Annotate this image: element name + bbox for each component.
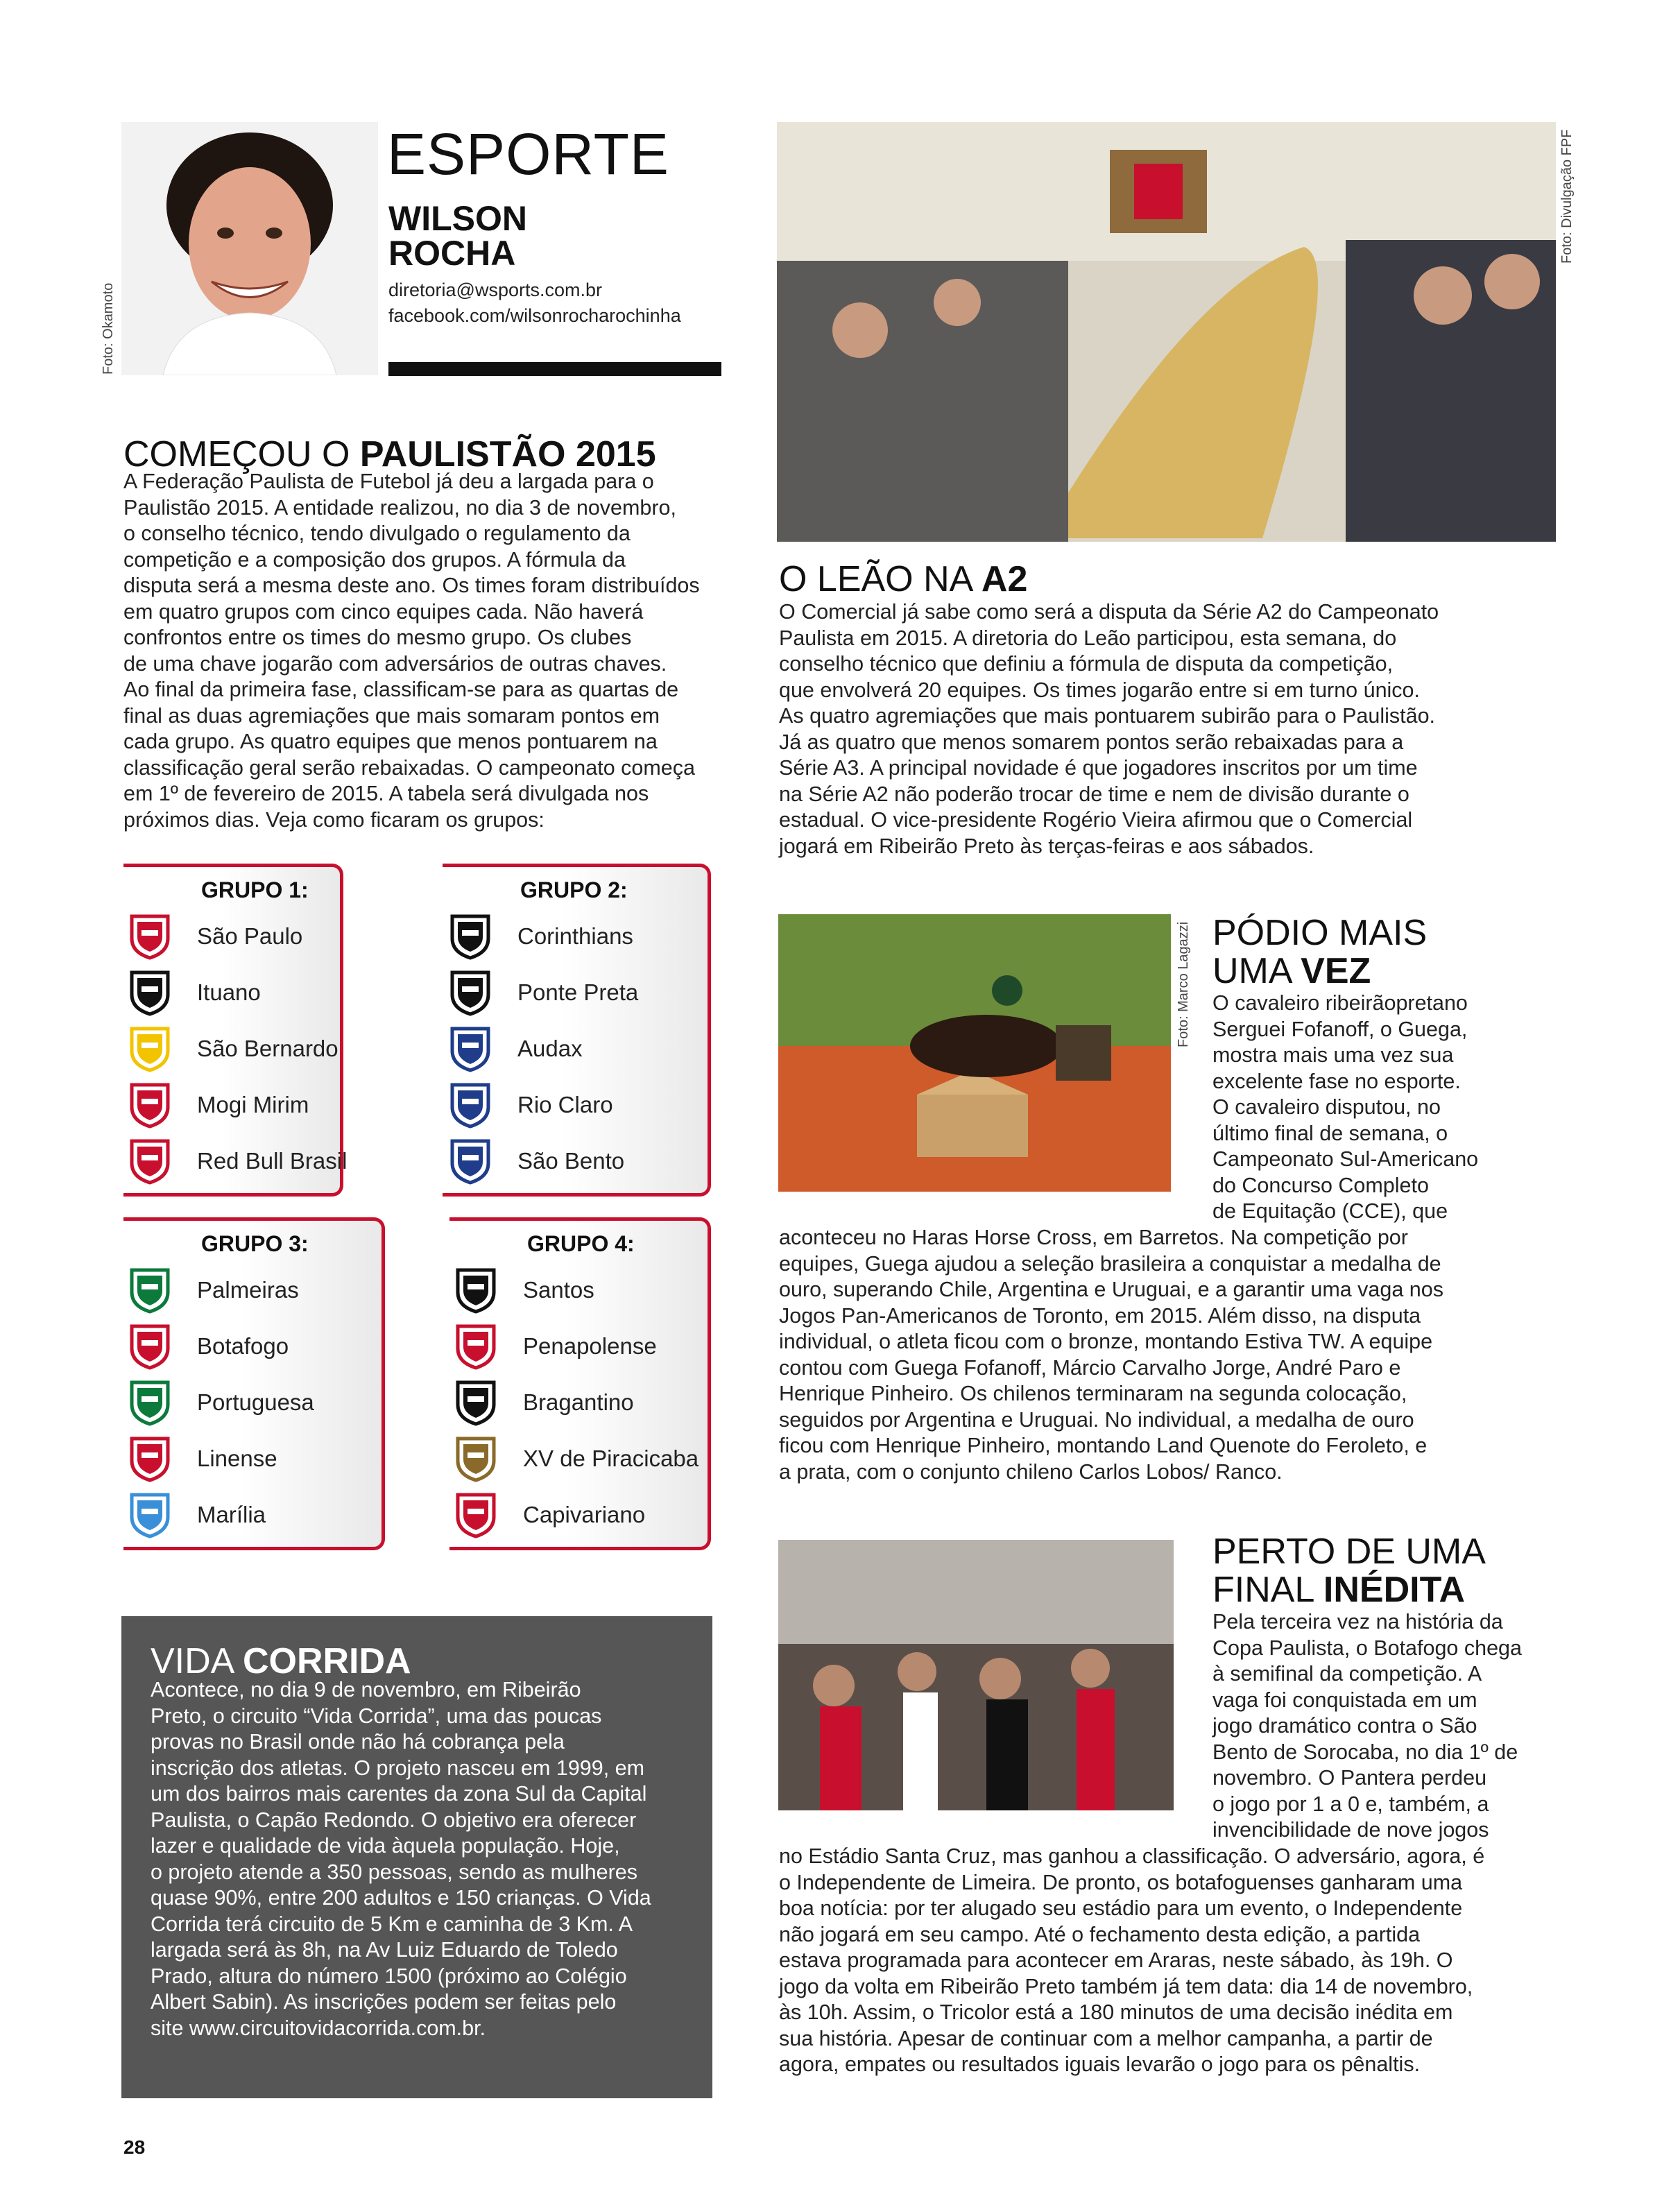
team-crest-icon <box>444 968 497 1017</box>
paulistao-text-line: próximos dias. Veja como ficaram os grupos: <box>123 807 545 832</box>
team-row <box>123 1378 314 1427</box>
leao-text-line: que envolverá 20 equipes. Os times jogarão entre si em turno único. <box>779 678 1420 702</box>
perto-headline-line1: PERTO DE UMA <box>1212 1532 1486 1572</box>
meeting-photo-credit: Foto: Divulgação FPF <box>1559 129 1575 264</box>
team-crest-icon <box>123 1081 176 1129</box>
vida-text-line: Preto, o circuito “Vida Corrida”, uma das poucas <box>151 1704 602 1728</box>
podio-text-line: individual, o atleta ficou com o bronze, montando Estiva TW. A equipe <box>779 1330 1433 1353</box>
team-crest-icon <box>123 1491 176 1539</box>
paulistao-text-line: A Federação Paulista de Futebol já deu a largada para o <box>123 470 654 493</box>
podio-text-line: a prata, com o conjunto chileno Carlos Lobos/ Ranco. <box>779 1459 1283 1484</box>
team-name: Marília <box>197 1502 266 1527</box>
team-row <box>449 1434 698 1483</box>
vida-headline <box>151 1643 411 1681</box>
vida-text-line: largada será às 8h, na Av Luiz Eduardo de Toledo <box>151 1938 618 1962</box>
team-row <box>123 1322 289 1371</box>
perto-body-wide <box>779 1844 1556 2078</box>
paulistao-headline-light: COMEÇOU O <box>123 434 360 474</box>
team-name: Rio Claro <box>517 1092 613 1117</box>
leao-body <box>779 599 1556 859</box>
podio-text-line: seguidos por Argentina e Uruguai. No individual, a medalha de ouro <box>779 1407 1414 1432</box>
perto-text-line: às 10h. Assim, o Tricolor está a 180 minutos de uma decisão inédita em <box>779 2000 1453 2024</box>
vida-text-line: Albert Sabin). As inscrições podem ser feitas pelo <box>151 1990 617 2014</box>
perto-text-line: o Independente de Limeira. De pronto, os botafoguenses ganharam uma <box>779 1870 1463 1894</box>
group-title-3: GRUPO 3: <box>201 1231 309 1256</box>
perto-text-line: boa notícia: por ter alugado seu estádio para um evento, o Independente <box>779 1896 1463 1920</box>
team-row <box>444 1081 613 1129</box>
paulistao-text-line: de uma chave jogarão com adversários de outras chaves. <box>123 651 667 676</box>
perto-text-line: Copa Paulista, o Botafogo chega <box>1212 1636 1522 1660</box>
portrait-illustration <box>121 122 378 375</box>
podio-body-wide <box>779 1225 1556 1485</box>
leao-text-line: As quatro agremiações que mais pontuarem subirão para o Paulistão. <box>779 704 1436 728</box>
perto-text-line: o jogo por 1 a 0 e, também, a <box>1212 1792 1489 1816</box>
leao-text-line: Já as quatro que menos somarem pontos serão rebaixadas para a <box>779 730 1404 754</box>
meeting-photo <box>777 122 1556 542</box>
team-row <box>449 1322 657 1371</box>
team-name: Botafogo <box>197 1333 289 1359</box>
team-name: Palmeiras <box>197 1277 299 1303</box>
paulistao-text-line: competição e a composição dos grupos. A fórmula da <box>123 547 626 572</box>
vida-text-line: Acontece, no dia 9 de novembro, em Ribeirão <box>151 1678 581 1701</box>
perto-text-line: agora, empates ou resultados iguais levarão o jogo para os pênaltis. <box>779 2052 1421 2076</box>
team-row <box>444 1137 624 1185</box>
vida-headline-bold: CORRIDA <box>242 1641 411 1681</box>
team-crest-icon <box>449 1491 502 1539</box>
team-crest-icon <box>123 1378 176 1427</box>
team-row <box>123 1266 299 1314</box>
perto-text-line: jogo da volta em Ribeirão Preto também já tem data: dia 14 de novembro, <box>779 1974 1473 1998</box>
podio-text-line: último final de semana, o <box>1212 1121 1448 1145</box>
team-row <box>123 968 261 1017</box>
team-name: Linense <box>197 1446 277 1471</box>
team-row <box>123 1491 266 1539</box>
leao-headline-bold: A2 <box>981 559 1028 599</box>
leao-text-line: Paulista em 2015. A diretoria do Leão participou, esta semana, do <box>779 626 1397 650</box>
paulistao-text-line: disputa será a mesma deste ano. Os times foram distribuídos <box>123 574 700 597</box>
team-row <box>123 1137 347 1185</box>
team-row <box>444 968 638 1017</box>
team-name: Santos <box>523 1277 594 1303</box>
podio-text-line: contou com Guega Fofanoff, Márcio Carvalho Jorge, André Paro e <box>779 1355 1401 1380</box>
podio-text-line: mostra mais uma vez sua <box>1212 1043 1454 1067</box>
team-crest-icon <box>123 968 176 1017</box>
page-number: 28 <box>123 2136 146 2158</box>
team-crest-icon <box>123 1322 176 1371</box>
podio-headline <box>1212 914 1427 990</box>
podio-text-line: aconteceu no Haras Horse Cross, em Barretos. Na competição por <box>779 1226 1408 1249</box>
podio-text-line: Henrique Pinheiro. Os chilenos terminaram na segunda colocação, <box>779 1382 1407 1405</box>
perto-text-line: Bento de Sorocaba, no dia 1º de <box>1212 1740 1518 1764</box>
header-rule <box>388 362 721 376</box>
vida-headline-light: VIDA <box>151 1641 243 1681</box>
vida-corrida-box <box>121 1616 712 2098</box>
perto-text-line: sua história. Apesar de continuar com a melhor campanha, a partir de <box>779 2026 1433 2050</box>
meeting-illustration <box>777 122 1556 542</box>
vida-body <box>151 1677 705 2041</box>
team-name: São Bernardo <box>197 1036 338 1061</box>
podio-text-line: Campeonato Sul-Americano <box>1212 1147 1479 1171</box>
team-name: Mogi Mirim <box>197 1092 309 1117</box>
team-crest-icon <box>444 1137 497 1185</box>
paulistao-headline-bold: PAULISTÃO 2015 <box>359 434 656 474</box>
paulistao-text-line: cada grupo. As quatro equipes que menos pontuarem na <box>123 730 658 753</box>
team-row <box>449 1378 634 1427</box>
team-row <box>123 1081 309 1129</box>
team-crest-icon <box>444 1081 497 1129</box>
perto-headline-bold: INÉDITA <box>1323 1569 1466 1610</box>
team-name: Portuguesa <box>197 1389 314 1415</box>
leao-text-line: O Comercial já sabe como será a disputa da Série A2 do Campeonato <box>779 600 1439 624</box>
equestrian-photo <box>778 914 1171 1192</box>
group-title-2: GRUPO 2: <box>520 877 628 902</box>
team-name: Bragantino <box>523 1389 634 1415</box>
paulistao-text-line: classificação geral serão rebaixadas. O campeonato começa <box>123 755 695 780</box>
team-crest-icon <box>449 1434 502 1483</box>
columnist-portrait <box>121 122 378 375</box>
leao-headline-light: O LEÃO NA <box>779 559 982 599</box>
equestrian-photo-credit: Foto: Marco Lagazzi <box>1176 921 1191 1047</box>
paulistao-text-line: final as duas agremiações que mais somaram pontos em <box>123 703 660 728</box>
author-name-last: ROCHA <box>388 234 516 273</box>
vida-text-line: Paulista, o Capão Redondo. O objetivo era oferecer <box>151 1808 637 1832</box>
paulistao-text-line: em quatro grupos com cinco equipes cada. Não haverá <box>123 599 644 624</box>
paulistao-text-line: em 1º de fevereiro de 2015. A tabela será divulgada nos <box>123 782 649 805</box>
paulistao-text-line: Paulistão 2015. A entidade realizou, no dia 3 de novembro, <box>123 495 676 520</box>
perto-text-line: invencibilidade de nove jogos <box>1212 1818 1489 1842</box>
crowd-photo <box>778 1540 1174 1810</box>
team-name: Penapolense <box>523 1333 657 1359</box>
team-row <box>123 1434 277 1483</box>
leao-text-line: Série A3. A principal novidade é que jogadores inscritos por um time <box>779 756 1418 780</box>
author-name-first: WILSON <box>388 199 527 238</box>
podio-text-line: de Equitação (CCE), que <box>1212 1199 1448 1223</box>
vida-text-line: lazer e qualidade de vida àquela população. Hoje, <box>151 1834 620 1858</box>
paulistao-text-line: o conselho técnico, tendo divulgado o regulamento da <box>123 522 631 545</box>
leao-text-line: conselho técnico que definiu a fórmula de disputa da competição, <box>779 652 1394 676</box>
podio-text-line: O cavaleiro disputou, no <box>1212 1095 1441 1119</box>
team-name: Ituano <box>197 979 261 1005</box>
paulistao-headline <box>123 436 656 474</box>
podio-text-line: ouro, superando Chile, Argentina e Uruguai, e a garantir uma vaga nos <box>779 1278 1443 1301</box>
vida-text-line: um dos bairros mais carentes da zona Sul da Capital <box>151 1782 647 1806</box>
author-email: diretoria@wsports.com.br <box>388 280 602 300</box>
leao-headline <box>779 560 1027 599</box>
team-crest-icon <box>123 912 176 961</box>
team-crest-icon <box>123 1137 176 1185</box>
leao-text-line: na Série A2 não poderão trocar de time e nem de divisão durante o <box>779 782 1409 806</box>
perto-text-line: Pela terceira vez na história da <box>1212 1610 1503 1634</box>
podio-headline-line1: PÓDIO MAIS <box>1212 913 1428 953</box>
vida-text-line: site www.circuitovidacorrida.com.br. <box>151 2016 486 2040</box>
team-name: XV de Piracicaba <box>523 1446 699 1471</box>
team-name: Ponte Preta <box>517 979 639 1005</box>
podio-text-line: Serguei Fofanoff, o Guega, <box>1212 1017 1468 1041</box>
portrait-credit: Foto: Okamoto <box>101 282 116 375</box>
team-row <box>444 1024 583 1073</box>
leao-text-line: estadual. O vice-presidente Rogério Vieira afirmou que o Comercial <box>779 808 1413 832</box>
paulistao-text-line: Ao final da primeira fase, classificam-se para as quartas de <box>123 678 679 701</box>
podio-text-line: O cavaleiro ribeirãopretano <box>1212 991 1468 1015</box>
podio-body-narrow <box>1212 991 1559 1225</box>
perto-text-line: jogo dramático contra o São <box>1212 1714 1477 1738</box>
author-facebook: facebook.com/wilsonrocharochinha <box>388 305 681 326</box>
podio-text-line: do Concurso Completo <box>1212 1173 1429 1197</box>
team-name: Corinthians <box>517 923 633 949</box>
podio-text-line: equipes, Guega ajudou a seleção brasileira a conquistar a medalha de <box>779 1251 1441 1276</box>
perto-text-line: vaga foi conquistada em um <box>1212 1688 1477 1712</box>
perto-headline <box>1212 1533 1486 1609</box>
team-name: São Bento <box>517 1148 625 1174</box>
vida-text-line: Corrida terá circuito de 5 Km e caminha de 3 Km. A <box>151 1912 633 1936</box>
podio-headline-light: UMA <box>1212 950 1301 991</box>
podio-headline-bold: VEZ <box>1301 950 1371 991</box>
paulistao-text-line: confrontos entre os times do mesmo grupo. Os clubes <box>123 626 632 649</box>
team-row <box>123 912 302 961</box>
team-name: Red Bull Brasil <box>197 1148 348 1174</box>
vida-text-line: Prado, altura do número 1500 (próximo ao Colégio <box>151 1964 627 1988</box>
perto-text-line: estava programada para acontecer em Araras, neste sábado, às 19h. O <box>779 1948 1453 1972</box>
perto-headline-light: FINAL <box>1212 1569 1323 1610</box>
team-name: Audax <box>517 1036 583 1061</box>
leao-text-line: jogará em Ribeirão Preto às terças-feiras e aos sábados. <box>779 834 1314 858</box>
podio-text-line: ficou com Henrique Pinheiro, montando Land Quenote do Feroleto, e <box>779 1434 1428 1457</box>
perto-text-line: no Estádio Santa Cruz, mas ganhou a classificação. O adversário, agora, é <box>779 1844 1485 1868</box>
team-crest-icon <box>449 1378 502 1427</box>
team-row <box>444 912 633 961</box>
crowd-illustration <box>778 1540 1174 1810</box>
paulistao-body <box>123 469 727 833</box>
team-row <box>123 1024 338 1073</box>
team-row <box>449 1491 645 1539</box>
perto-text-line: novembro. O Pantera perdeu <box>1212 1766 1487 1790</box>
team-crest-icon <box>444 1024 497 1073</box>
team-crest-icon <box>123 1266 176 1314</box>
perto-text-line: à semifinal da competição. A <box>1212 1662 1482 1686</box>
perto-text-line: não jogará em seu campo. Até o fechamento desta edição, a partida <box>779 1922 1421 1946</box>
podio-text-line: excelente fase no esporte. <box>1212 1069 1461 1093</box>
group-title-1: GRUPO 1: <box>201 877 309 902</box>
equestrian-illustration <box>778 914 1171 1192</box>
group-title-4: GRUPO 4: <box>527 1231 635 1256</box>
perto-body-narrow <box>1212 1609 1559 1844</box>
vida-text-line: provas no Brasil onde não há cobrança pela <box>151 1730 565 1754</box>
team-crest-icon <box>123 1434 176 1483</box>
section-title: ESPORTE <box>387 121 669 187</box>
vida-text-line: quase 90%, entre 200 adultos e 150 crianças. O Vida <box>151 1886 651 1910</box>
team-name: São Paulo <box>197 923 303 949</box>
podio-text-line: Jogos Pan-Americanos de Toronto, em 2015. Além disso, na disputa <box>779 1303 1421 1328</box>
team-crest-icon <box>444 912 497 961</box>
team-crest-icon <box>123 1024 176 1073</box>
vida-text-line: inscrição dos atletas. O projeto nasceu em 1999, em <box>151 1756 645 1780</box>
team-name: Capivariano <box>523 1502 646 1527</box>
vida-text-line: o projeto atende a 350 pessoas, sendo as mulheres <box>151 1860 637 1884</box>
team-row <box>449 1266 594 1314</box>
team-crest-icon <box>449 1322 502 1371</box>
team-crest-icon <box>449 1266 502 1314</box>
